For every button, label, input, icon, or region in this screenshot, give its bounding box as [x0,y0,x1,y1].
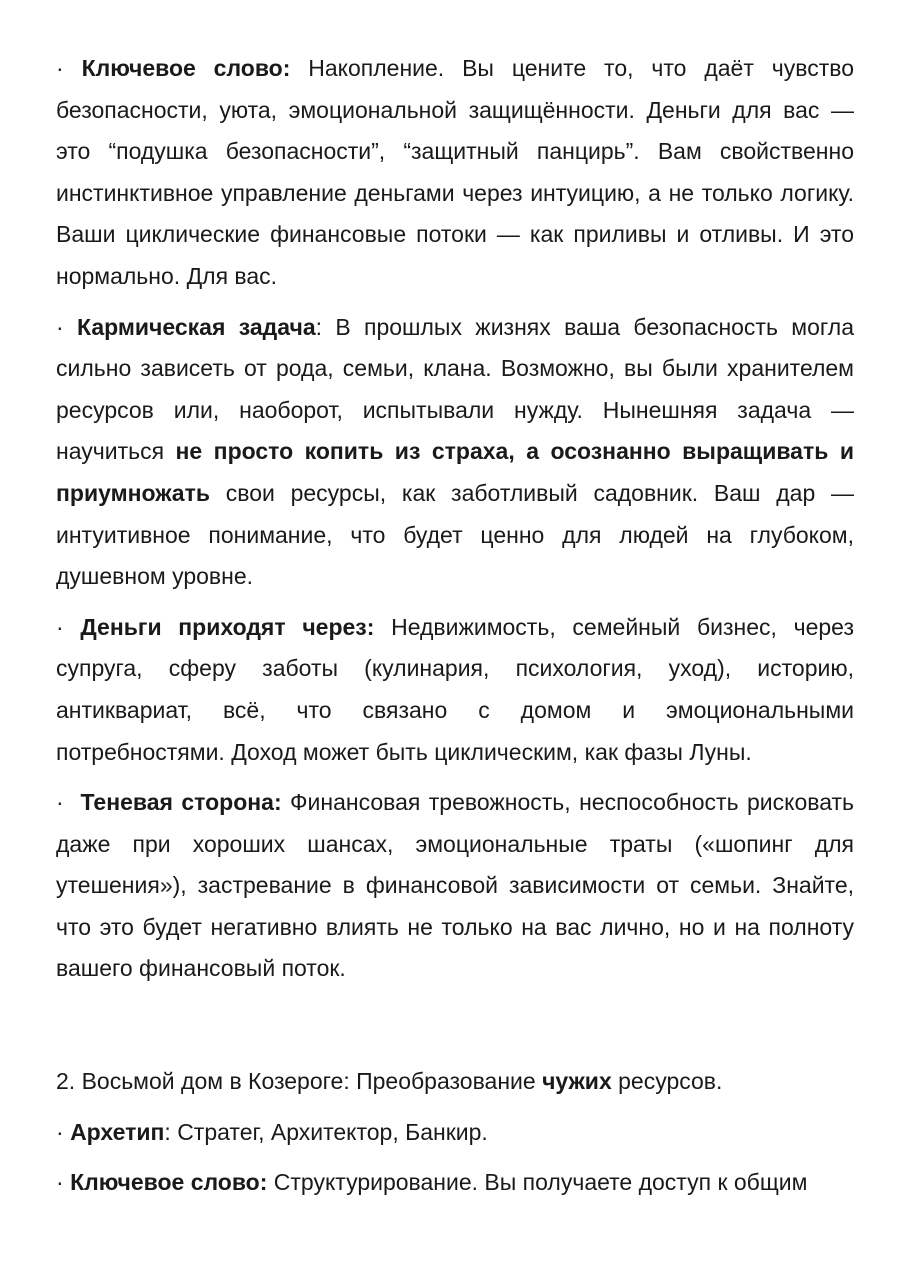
keyword-text-2: Структурирование. Вы получаете доступ к общим [267,1169,808,1196]
paragraph-karmic-task [56,307,854,598]
paragraph-shadow-side [56,782,854,990]
bullet: · [56,1169,71,1196]
heading-text-end: ресурсов. [611,1068,723,1095]
shadow-side-label: Теневая сторона: [80,789,282,816]
paragraph-keyword [56,48,854,298]
bullet: · [56,55,82,81]
keyword-label: Ключевое слово: [81,55,291,81]
bullet: · [56,1118,71,1145]
section-gap [56,999,854,1061]
karmic-task-text: : В прошлых жизнях ваша безопасность могла сильно зависеть от рода, семьи, клана. Возможно, вы были хранителем ресурсов или, наоборот, испытывали нужду. Нынешняя задача — научиться [56,313,854,465]
bullet: · [56,613,81,640]
bullet: · [56,313,78,340]
heading-emphasis: чужих [542,1068,612,1095]
section-heading [56,1061,854,1103]
archetype-label: Архетип [70,1118,165,1145]
keyword-label-2: Ключевое слово: [70,1169,268,1196]
money-sources-label: Деньги приходят через: [80,613,375,640]
money-sources-text: Недвижимость, семейный бизнес, через супруга, сферу заботы (кулинария, психология, уход), историю, антиквариат, всё, что связано с домом и эмоциональными потребностями. Доход может быть циклическим, как фазы Луны. [56,613,854,765]
karmic-task-text-end: свои ресурсы, как заботливый садовник. Ваш дар — интуитивное понимание, что будет ценно для людей на глубоком, душевном уровне. [56,479,854,590]
paragraph-archetype [56,1112,854,1154]
bullet: · [56,789,81,816]
karmic-task-label: Кармическая задача [77,313,316,340]
shadow-side-text: Финансовая тревожность, неспособность рисковать даже при хороших шансах, эмоциональные траты («шопинг для утешения»), застревание в финансовой зависимости от семьи. Знайте, что это будет негативно влиять не только на вас лично, но и на полноту вашего финансовый поток. [56,789,854,982]
archetype-text: : Стратег, Архитектор, Банкир. [164,1118,488,1145]
document-page [56,48,854,1213]
karmic-task-emphasis: не просто копить из страха, а осознанно выращивать и приумножать [56,438,854,506]
heading-text: 2. Восьмой дом в Козероге: Преобразование [56,1068,543,1095]
paragraph-keyword-2 [56,1162,854,1204]
keyword-text: Накопление. Вы цените то, что даёт чувство безопасности, уюта, эмоциональной защищённости. Деньги для вас — это “подушка безопасности”, “защитный панцирь”. Вам свойственно инстинктивное управление деньгами через интуицию, а не только логику. Ваши циклические финансовые потоки — как приливы и отливы. И это нормально. Для вас. [56,55,854,289]
paragraph-money-sources [56,607,854,773]
